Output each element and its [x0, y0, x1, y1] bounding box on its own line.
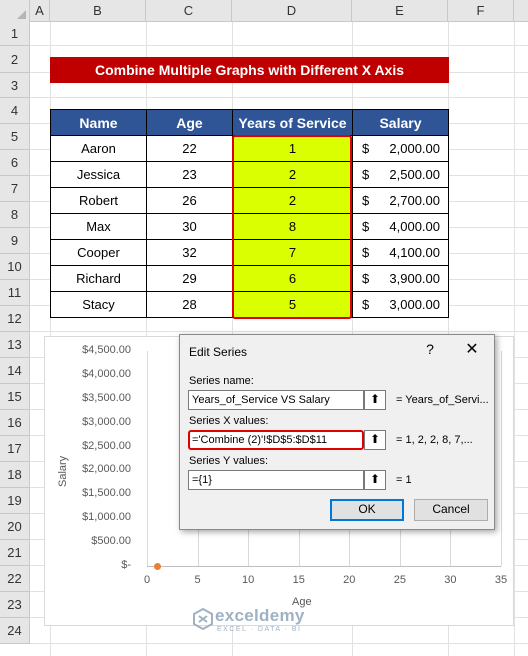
gridline	[30, 331, 528, 332]
salary-cell[interactable]	[352, 291, 449, 318]
name-cell[interactable]: Cooper	[50, 239, 147, 266]
x-tick-label: 10	[242, 574, 255, 586]
column-header-a[interactable]: A	[30, 0, 50, 22]
x-axis-title: Age	[292, 596, 312, 608]
header-name[interactable]: Name	[50, 109, 147, 136]
collapse-arrow-icon: ⬆	[369, 432, 381, 446]
currency-symbol: $	[362, 271, 370, 286]
years-of-service-cell[interactable]: 1	[232, 135, 353, 162]
age-cell[interactable]: 23	[146, 161, 233, 188]
row-header-14[interactable]: 14	[0, 358, 30, 384]
salary-amount: 2,700.00	[389, 193, 440, 208]
row-header-15[interactable]: 15	[0, 384, 30, 410]
row-header-19[interactable]: 19	[0, 488, 30, 514]
age-cell[interactable]: 28	[146, 291, 233, 318]
series-name-field[interactable]: Years_of_Service VS Salary	[188, 390, 364, 410]
series-x-values-label: Series X values:	[189, 415, 269, 427]
y-tick-label: $1,000.00	[82, 511, 131, 524]
row-header-17[interactable]: 17	[0, 436, 30, 462]
y-tick-label: $500.00	[91, 535, 131, 548]
row-header-16[interactable]: 16	[0, 410, 30, 436]
header-years-of-service[interactable]: Years of Service	[232, 109, 353, 136]
y-tick-label: $2,500.00	[82, 439, 131, 452]
collapse-dialog-button[interactable]	[364, 430, 386, 450]
data-point[interactable]	[154, 563, 161, 570]
row-header-10[interactable]: 10	[0, 254, 30, 280]
salary-cell[interactable]	[352, 239, 449, 266]
years-of-service-cell[interactable]: 5	[232, 291, 353, 318]
collapse-arrow-icon: ⬆	[369, 472, 381, 486]
y-tick-label: $4,500.00	[82, 344, 131, 356]
salary-cell[interactable]	[352, 213, 449, 240]
row-header-1[interactable]: 1	[0, 22, 30, 46]
y-tick-label: $3,000.00	[82, 415, 131, 428]
row-header-3[interactable]: 3	[0, 73, 30, 98]
currency-symbol: $	[362, 245, 370, 260]
column-header-e[interactable]: E	[352, 0, 448, 22]
x-gridline	[147, 351, 148, 566]
salary-amount: 3,000.00	[389, 297, 440, 312]
age-cell[interactable]: 26	[146, 187, 233, 214]
name-cell[interactable]: Robert	[50, 187, 147, 214]
x-tick-label: 25	[393, 574, 406, 586]
years-of-service-cell[interactable]: 6	[232, 265, 353, 292]
series-name-preview: = Years_of_Servi...	[396, 394, 489, 406]
gridline	[30, 97, 528, 98]
row-header-20[interactable]: 20	[0, 514, 30, 540]
age-cell[interactable]: 32	[146, 239, 233, 266]
currency-symbol: $	[362, 297, 370, 312]
column-header-b[interactable]: B	[50, 0, 146, 22]
years-of-service-cell[interactable]: 7	[232, 239, 353, 266]
currency-symbol: $	[362, 193, 370, 208]
currency-symbol: $	[362, 141, 370, 156]
y-tick-label: $1,500.00	[82, 487, 131, 500]
select-all-icon	[17, 10, 26, 19]
select-all-corner[interactable]	[0, 0, 30, 22]
salary-amount: 4,000.00	[389, 219, 440, 234]
help-icon[interactable]: ?	[426, 341, 434, 357]
row-header-9[interactable]: 9	[0, 228, 30, 254]
dialog-title: Edit Series	[189, 345, 248, 359]
salary-amount: 2,500.00	[389, 167, 440, 182]
series-x-values-preview: = 1, 2, 2, 8, 7,...	[396, 434, 473, 446]
x-axis-line	[147, 566, 501, 567]
row-header-21[interactable]: 21	[0, 540, 30, 566]
gridline	[30, 643, 528, 644]
salary-amount: 2,000.00	[389, 141, 440, 156]
collapse-arrow-icon: ⬆	[369, 392, 381, 406]
exceldemy-logo-icon	[193, 608, 213, 630]
currency-symbol: $	[362, 219, 370, 234]
name-cell[interactable]: Richard	[50, 265, 147, 292]
edit-series-dialog[interactable]	[179, 334, 495, 530]
series-x-values-field[interactable]: ='Combine (2)'!$D$5:$D$11	[188, 430, 364, 450]
salary-cell[interactable]	[352, 135, 449, 162]
header-age[interactable]: Age	[146, 109, 233, 136]
name-cell[interactable]: Jessica	[50, 161, 147, 188]
y-axis-title: Salary	[57, 455, 69, 487]
years-of-service-highlight	[232, 135, 352, 319]
currency-symbol: $	[362, 167, 370, 182]
column-header-row	[0, 0, 528, 22]
x-tick-label: 35	[494, 574, 508, 586]
row-header-5[interactable]: 5	[0, 124, 30, 150]
row-header-2[interactable]: 2	[0, 46, 30, 73]
series-y-values-label: Series Y values:	[189, 455, 269, 467]
row-header-22[interactable]: 22	[0, 566, 30, 592]
x-tick-label: 5	[194, 574, 201, 586]
salary-cell[interactable]	[352, 265, 449, 292]
row-header-7[interactable]: 7	[0, 176, 30, 202]
row-header-24[interactable]: 24	[0, 618, 30, 644]
series-y-values-preview: = 1	[396, 474, 412, 486]
years-of-service-cell[interactable]: 2	[232, 187, 353, 214]
salary-cell[interactable]	[352, 161, 449, 188]
x-tick-label: 30	[444, 574, 457, 586]
row-header-11[interactable]: 11	[0, 280, 30, 306]
x-gridline	[501, 351, 502, 566]
row-header-4[interactable]: 4	[0, 98, 30, 124]
y-tick-label: $3,500.00	[82, 391, 131, 404]
age-cell[interactable]: 22	[146, 135, 233, 162]
collapse-dialog-button[interactable]	[364, 390, 386, 410]
series-name-label: Series name:	[189, 375, 254, 387]
watermark-tag: EXCEL · DATA · BI	[217, 626, 302, 633]
x-tick-label: 20	[343, 574, 356, 586]
row-header-18[interactable]: 18	[0, 462, 30, 488]
name-cell[interactable]: Aaron	[50, 135, 147, 162]
column-header-c[interactable]: C	[146, 0, 232, 22]
row-header-8[interactable]: 8	[0, 202, 30, 228]
gridline	[30, 45, 528, 46]
row-header-23[interactable]: 23	[0, 592, 30, 618]
row-header-12[interactable]: 12	[0, 306, 30, 332]
name-cell[interactable]: Max	[50, 213, 147, 240]
salary-amount: 3,900.00	[389, 271, 440, 286]
age-cell[interactable]: 30	[146, 213, 233, 240]
salary-cell[interactable]	[352, 187, 449, 214]
cancel-button[interactable]: Cancel	[414, 499, 488, 521]
series-y-values-field[interactable]: ={1}	[188, 470, 364, 490]
name-cell[interactable]: Stacy	[50, 291, 147, 318]
ok-button[interactable]: OK	[330, 499, 404, 521]
x-tick-label: 15	[292, 574, 305, 586]
age-cell[interactable]: 29	[146, 265, 233, 292]
y-tick-label: $2,000.00	[82, 463, 131, 476]
watermark-name: exceldemy	[215, 606, 305, 625]
row-header-13[interactable]: 13	[0, 332, 30, 358]
salary-amount: 4,100.00	[389, 245, 440, 260]
close-icon[interactable]: ✕	[465, 341, 479, 358]
column-header-d[interactable]: D	[232, 0, 352, 22]
title-banner[interactable]: Combine Multiple Graphs with Different X Axis	[50, 57, 449, 83]
row-header-6[interactable]: 6	[0, 150, 30, 176]
y-tick-label: $4,000.00	[82, 367, 131, 380]
header-salary[interactable]: Salary	[352, 109, 449, 136]
x-tick-label: 0	[143, 574, 151, 586]
years-of-service-cell[interactable]: 2	[232, 161, 353, 188]
years-of-service-cell[interactable]: 8	[232, 213, 353, 240]
collapse-dialog-button[interactable]	[364, 470, 386, 490]
column-header-f[interactable]: F	[448, 0, 514, 22]
y-tick-label: $-	[121, 559, 131, 571]
